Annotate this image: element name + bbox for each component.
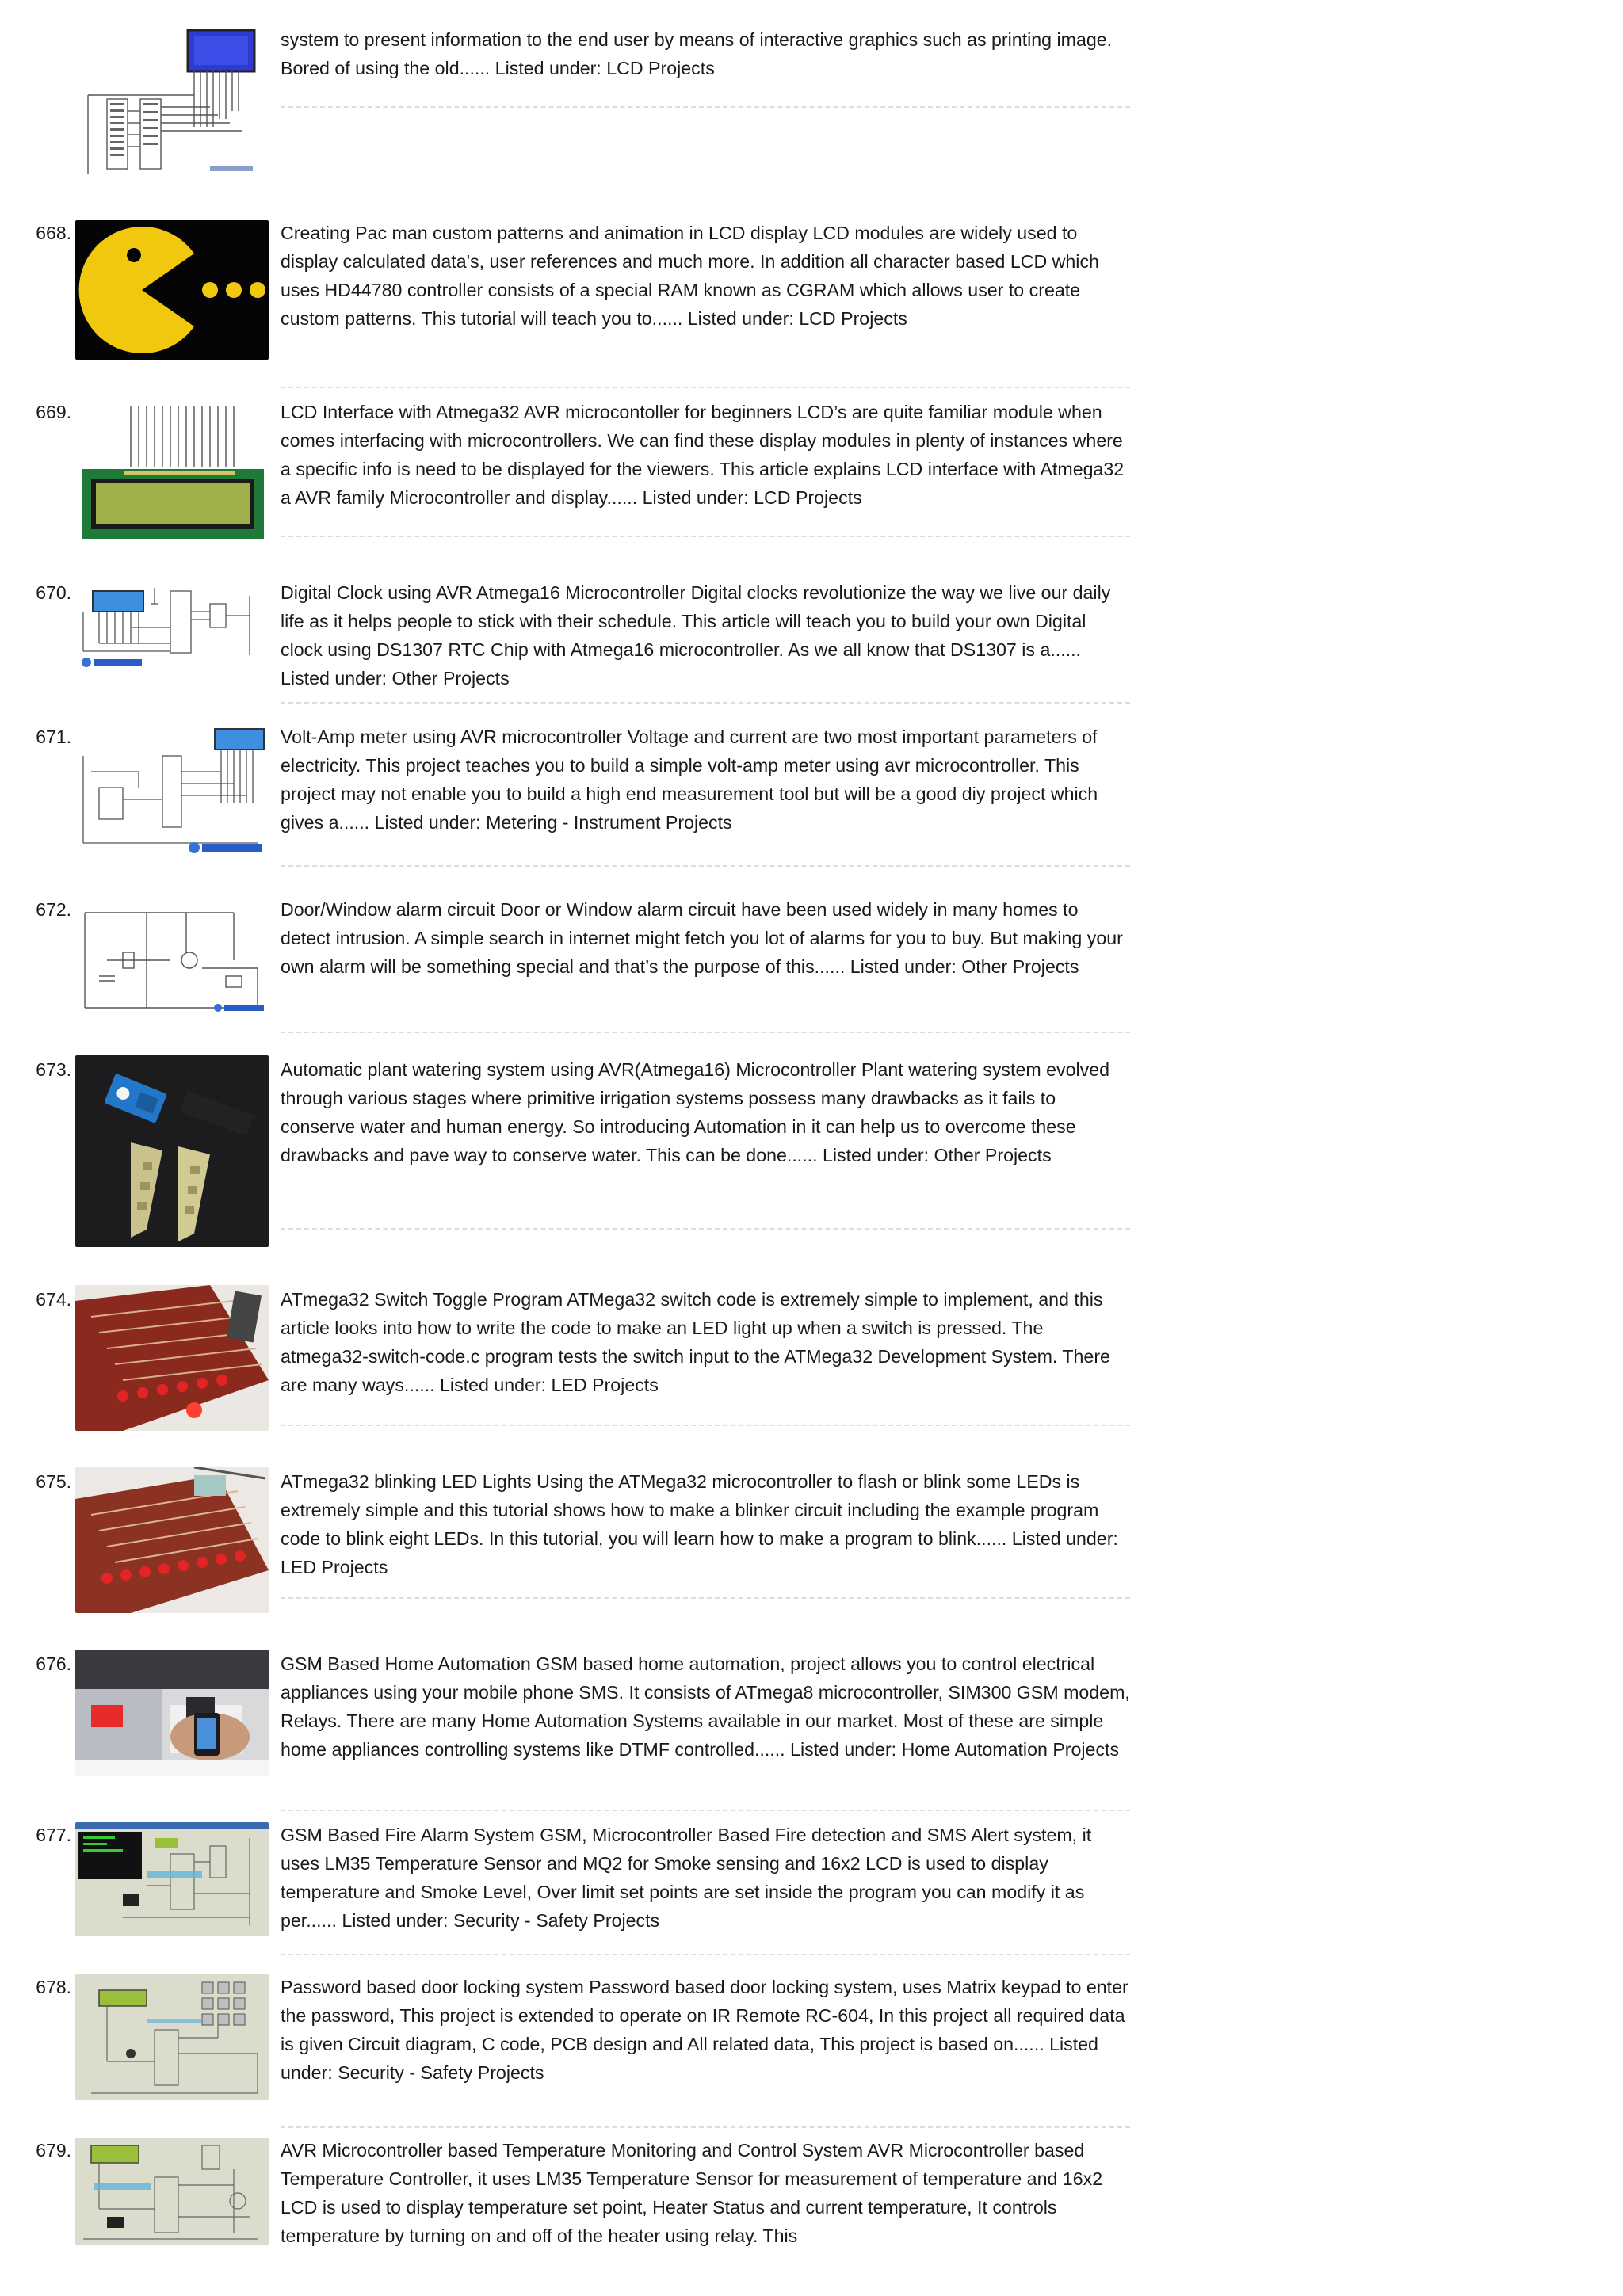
item-description: AVR Microcontroller based Temperature Monitoring and Control System AVR Microcontroller based Temperature Controller, it uses LM35 Temperature Sensor for measurement of temperature and 16x2 LCD is used to display temperature set point, Heater Status and current temperature, It controls temperature by turning on and off of the heater using relay. This bbox=[281, 2140, 1103, 2246]
divider bbox=[281, 702, 1130, 704]
item-number: 675. bbox=[36, 1471, 71, 1492]
led-board-icon[interactable] bbox=[75, 1467, 269, 1613]
alarm-circuit-schematic-icon[interactable] bbox=[75, 897, 269, 1014]
lcd-module-icon[interactable] bbox=[75, 399, 269, 542]
item-number: 679. bbox=[36, 2140, 71, 2161]
item-description: ATmega32 Switch Toggle Program ATMega32 switch code is extremely simple to implement, and this article looks into how to write the code to make an LED light up when a switch is pressed. The atmega32-switch-code.c program tests the switch input to the ATMega32 Development System. There are many ways...... Listed under: LED Projects bbox=[281, 1289, 1110, 1395]
item-description: Door/Window alarm circuit Door or Window alarm circuit have been used widely in many homes to detect intrusion. A simple search in internet might fetch you lot of alarms for you to buy. But making your own alarm will be something special and that’s the purpose of this...... Listed under: Other Projects bbox=[281, 899, 1123, 977]
divider bbox=[281, 387, 1130, 388]
keypad-schematic-icon[interactable] bbox=[75, 1974, 269, 2100]
divider bbox=[281, 1597, 1130, 1599]
item-description: GSM Based Fire Alarm System GSM, Microcontroller Based Fire detection and SMS Alert system, it uses LM35 Temperature Sensor and MQ2 for Smoke sensing and 16x2 LCD is used to display temperature and Smoke Level, Over limit set points are set inside the program you can modify it as per...... Listed under: Security - Safety Projects bbox=[281, 1825, 1092, 1931]
item-description: Password based door locking system Password based door locking system, uses Matrix keypad to enter the password, This project is extended to operate on IR Remote RC-604, In this project all required data is given Circuit diagram, C code, PCB design and All related data, This project is based on...... Listed under: Security - Safety Projects bbox=[281, 1977, 1128, 2083]
soil-moisture-sensor-icon[interactable] bbox=[75, 1055, 269, 1247]
divider bbox=[281, 106, 1130, 108]
divider bbox=[281, 1425, 1130, 1426]
item-description: Creating Pac man custom patterns and animation in LCD display LCD modules are widely used to display calculated data's, user references and much more. In addition all character based LCD which uses HD44780 controller consists of a special RAM known as CGRAM which allows user to create custom patterns. This tutorial will teach you to...... Listed under: LCD Projects bbox=[281, 223, 1099, 329]
item-description: system to present information to the end user by means of interactive graphics such as printing image. Bored of using the old...... Listed under: LCD Projects bbox=[281, 29, 1113, 78]
item-number: 673. bbox=[36, 1059, 71, 1080]
volt-amp-schematic-icon[interactable] bbox=[75, 724, 269, 859]
item-description: Volt-Amp meter using AVR microcontroller Voltage and current are two most important parameters of electricity. This project teaches you to build a simple volt-amp meter using avr microcontroller. This project may not enable you to build a high end measurement tool but will be a good diy project which gives a...... Listed under: Metering - Instrument Projects bbox=[281, 727, 1098, 833]
divider bbox=[281, 865, 1130, 867]
led-board-icon[interactable] bbox=[75, 1285, 269, 1431]
item-number: 669. bbox=[36, 402, 71, 422]
item-number: 677. bbox=[36, 1825, 71, 1845]
item-number: 668. bbox=[36, 223, 71, 243]
proteus-simulation-icon[interactable] bbox=[75, 1822, 269, 1936]
divider bbox=[281, 1228, 1130, 1230]
home-automation-photo-icon[interactable] bbox=[75, 1650, 269, 1776]
digital-clock-schematic-icon[interactable] bbox=[75, 580, 269, 670]
item-number: 674. bbox=[36, 1289, 71, 1310]
item-description: GSM Based Home Automation GSM based home automation, project allows you to control electrical appliances using your mobile phone SMS. It consists of ATmega8 microcontroller, SIM300 GSM modem, Relays. There are many Home Automation Systems available in our market. Most of these are simple home appliances controlling systems like DTMF controlled...... Listed under: Home Automation Projects bbox=[281, 1653, 1130, 1760]
divider bbox=[281, 1810, 1130, 1811]
item-description: LCD Interface with Atmega32 AVR microcontoller for beginners LCD’s are quite familiar module when comes interfacing with microcontrollers. We can find these display modules in plenty of instances where a specific info is need to be displayed for the viewers. This article explains LCD interface with Atmega32 a AVR family Microcontroller and display...... Listed under: LCD Projects bbox=[281, 402, 1125, 508]
item-description: ATmega32 blinking LED Lights Using the ATMega32 microcontroller to flash or blink some LEDs is extremely simple and this tutorial shows how to make a blinker circuit including the example program code to blink eight LEDs. In this tutorial, you will learn how to make a program to blink...... Listed under: LED Projects bbox=[281, 1471, 1118, 1577]
lcd-graphic-schematic-icon[interactable] bbox=[83, 24, 259, 182]
divider bbox=[281, 2126, 1130, 2128]
item-number: 672. bbox=[36, 899, 71, 920]
item-number: 678. bbox=[36, 1977, 71, 1997]
pacman-icon[interactable] bbox=[75, 220, 269, 360]
divider bbox=[281, 536, 1130, 537]
item-number: 671. bbox=[36, 727, 71, 747]
item-description: Digital Clock using AVR Atmega16 Microcontroller Digital clocks revolutionize the way we live our daily life as it helps people to stick with their schedule. This article will teach you to build your own Digital clock using DS1307 RTC Chip with Atmega16 microcontroller. As we all know that DS1307 is a...... Listed under: Other Projects bbox=[281, 582, 1111, 688]
temperature-controller-schematic-icon[interactable] bbox=[75, 2138, 269, 2245]
item-number: 676. bbox=[36, 1653, 71, 1674]
item-number: 670. bbox=[36, 582, 71, 603]
divider bbox=[281, 1954, 1130, 1955]
item-description: Automatic plant watering system using AVR(Atmega16) Microcontroller Plant watering system evolved through various stages where primitive irrigation systems possess many drawbacks as it fails to conserve water and human energy. So introducing Automation in it can help us to overcome these drawbacks and pave way to conserve water. This can be done...... Listed under: Other Projects bbox=[281, 1059, 1110, 1165]
divider bbox=[281, 1032, 1130, 1033]
